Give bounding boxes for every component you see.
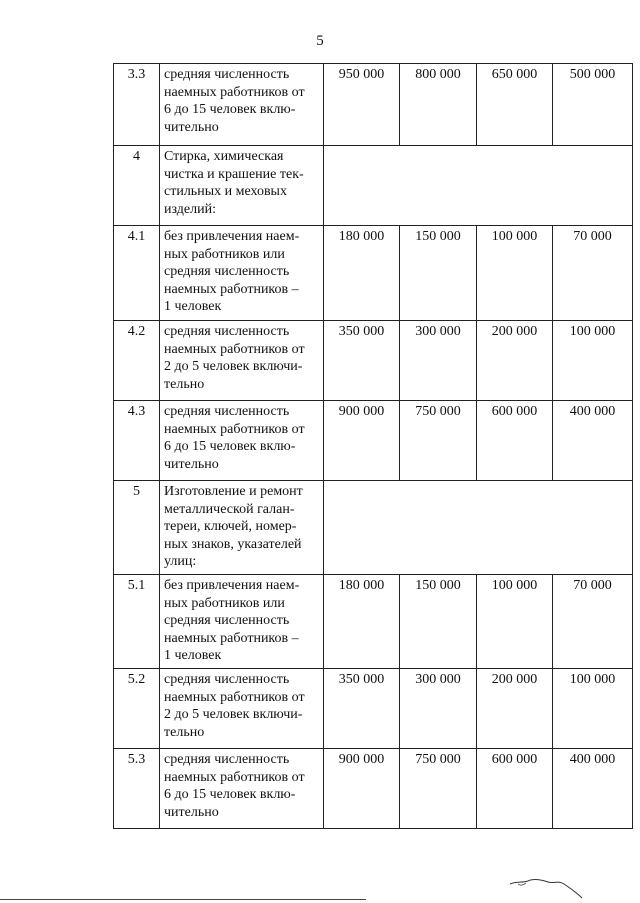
value-cell: 400 000: [553, 749, 633, 829]
table-row: [114, 64, 633, 146]
table-row: [114, 481, 633, 575]
row-number: 3.3: [114, 64, 160, 146]
footer-rule: [0, 899, 366, 900]
row-description: без привлечения наем- ных работников или средняя численность наемных работников – 1 человек: [160, 575, 324, 669]
value-cell: 900 000: [324, 749, 400, 829]
value-cell: 350 000: [324, 321, 400, 401]
value-cell: 650 000: [477, 64, 553, 146]
value-cell: 70 000: [553, 226, 633, 321]
value-cell: 100 000: [553, 321, 633, 401]
value-cell: 100 000: [477, 226, 553, 321]
table-row: [114, 226, 633, 321]
row-number: 5.3: [114, 749, 160, 829]
merged-empty-cell: [324, 481, 633, 575]
rates-table-body: [114, 64, 633, 829]
row-number: 5.1: [114, 575, 160, 669]
row-description: средняя численность наемных работников от 2 до 5 человек включи- тельно: [160, 669, 324, 749]
row-description: без привлечения наем- ных работников или средняя численность наемных работников – 1 человек: [160, 226, 324, 321]
table-row: [114, 575, 633, 669]
value-cell: 180 000: [324, 226, 400, 321]
row-description: средняя численность наемных работников от 6 до 15 человек вклю- чительно: [160, 64, 324, 146]
merged-empty-cell: [324, 146, 633, 226]
row-number: 5.2: [114, 669, 160, 749]
value-cell: 600 000: [477, 749, 553, 829]
value-cell: 180 000: [324, 575, 400, 669]
row-number: 4.3: [114, 401, 160, 481]
value-cell: 150 000: [400, 575, 477, 669]
row-description: средняя численность наемных работников от 6 до 15 человек вклю- чительно: [160, 401, 324, 481]
value-cell: 750 000: [400, 401, 477, 481]
value-cell: 100 000: [553, 669, 633, 749]
value-cell: 800 000: [400, 64, 477, 146]
value-cell: 70 000: [553, 575, 633, 669]
row-description: Стирка, химическая чистка и крашение тек- стильных и меховых изделий:: [160, 146, 324, 226]
value-cell: 900 000: [324, 401, 400, 481]
row-description: средняя численность наемных работников от 6 до 15 человек вклю- чительно: [160, 749, 324, 829]
table-row: [114, 146, 633, 226]
value-cell: 100 000: [477, 575, 553, 669]
value-cell: 600 000: [477, 401, 553, 481]
row-description: средняя численность наемных работников от 2 до 5 человек включи- тельно: [160, 321, 324, 401]
row-number: 5: [114, 481, 160, 575]
table-row: [114, 669, 633, 749]
row-number: 4: [114, 146, 160, 226]
table-row: [114, 401, 633, 481]
value-cell: 200 000: [477, 669, 553, 749]
value-cell: 750 000: [400, 749, 477, 829]
row-number: 4.1: [114, 226, 160, 321]
value-cell: 200 000: [477, 321, 553, 401]
value-cell: 500 000: [553, 64, 633, 146]
value-cell: 300 000: [400, 669, 477, 749]
page-number: 5: [316, 33, 324, 49]
value-cell: 300 000: [400, 321, 477, 401]
row-number: 4.2: [114, 321, 160, 401]
value-cell: 150 000: [400, 226, 477, 321]
rates-table: [113, 63, 633, 829]
row-description: Изготовление и ремонт металлической галан- тереи, ключей, номер- ных знаков, указателей улиц:: [160, 481, 324, 575]
table-row: [114, 749, 633, 829]
signature-mark: [508, 872, 584, 900]
table-row: [114, 321, 633, 401]
value-cell: 350 000: [324, 669, 400, 749]
value-cell: 950 000: [324, 64, 400, 146]
value-cell: 400 000: [553, 401, 633, 481]
